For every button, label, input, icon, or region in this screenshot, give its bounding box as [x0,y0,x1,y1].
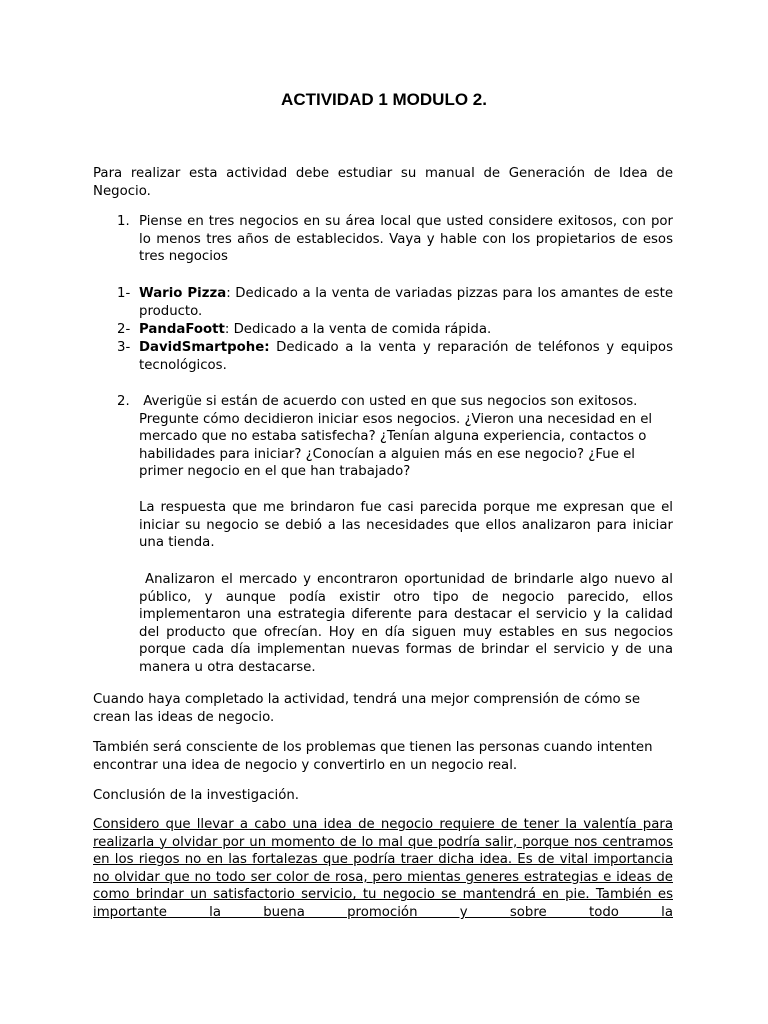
business-1-number: 1- [117,286,131,301]
conclusion-paragraph: Considero que llevar a cabo una idea de negocio requiere de tener la valentía para realizarla y olvidar por un momento de lo mal que podría salir, porque nos centramos en los riegos no en las fortalezas que podría traer dicha idea. Es de vital importancia no olvidar que no todo ser color de rosa, pero mientas generes estrategias e ideas de como brindar un satisfactorio servicio, tu negocio se mantendrá en pie. También es importante la buena promoción y sobre todo la [93,817,673,920]
business-3-desc: Dedicado a la venta y reparación de teléfonos y equipos tecnológicos. [139,340,673,373]
step-1-text: Piense en tres negocios en su área local que usted considere exitosos, con por lo menos tres años de establecidos. Vaya y hable con los propietarios de esos tres negocios [139,214,673,265]
step-1-number: 1. [117,214,130,229]
business-2-desc: Dedicado a la venta de comida rápida. [229,322,492,337]
step-2-answer-1: La respuesta que me brindaron fue casi parecida porque me expresan que el iniciar su negocio se debió a las necesidades que ellos analizaron para iniciar una tienda. [139,500,673,551]
business-1-desc: Dedicado a la venta de variadas pizzas para los amantes de este producto. [139,286,673,319]
after-paragraph-2: También será consciente de los problemas que tienen las personas cuando intenten encontrar una idea de negocio y convertirlo en un negocio real. [93,740,653,773]
business-2-item: PandaFoott: Dedicado a la venta de comida rápida. [139,322,492,337]
business-3-item [139,339,673,374]
step-2-text: Averigüe si están de acuerdo con usted en que sus negocios son exitosos. Pregunte cómo decidieron iniciar esos negocios. ¿Vieron una necesidad en el mercado que no estaba satisfecha? ¿Tenían alguna experiencia, contactos o habilidades para iniciar? ¿Conocían a alguien más en ese negocio? ¿Fue el primer negocio en el que han trabajado? [139,394,657,480]
step-2-number: 2. [117,394,130,409]
business-3-name: DavidSmartpohe: [139,340,270,355]
conclusion-heading: Conclusión de la investigación. [93,788,299,803]
step-2-answer-2: Analizaron el mercado y encontraron oportunidad de brindarle algo nuevo al público, y aunque podía existir otro tipo de negocio parecido, ellos implementaron una estrategia diferente para destacar el servicio y la calidad del producto que ofrecían. Hoy en día siguen muy estables en sus negocios porque cada día implementan nuevas formas de brindar el servicio y de una manera u otra destacarse. [139,572,678,675]
after-paragraph-1: Cuando haya completado la actividad, tendrá una mejor comprensión de cómo se crean las ideas de negocio. [93,692,641,725]
business-2-number: 2- [117,322,131,337]
page-title: ACTIVIDAD 1 MODULO 2. [281,90,487,109]
business-1-name: Wario Pizza [139,286,227,301]
business-2-name: PandaFoott [139,322,225,337]
business-1-item: Wario Pizza: Dedicado a la venta de variadas pizzas para los amantes de este producto. [139,286,673,319]
business-3-number: 3- [117,340,131,355]
intro-paragraph: Para realizar esta actividad debe estudiar su manual de Generación de Idea de Negocio. [93,166,673,199]
